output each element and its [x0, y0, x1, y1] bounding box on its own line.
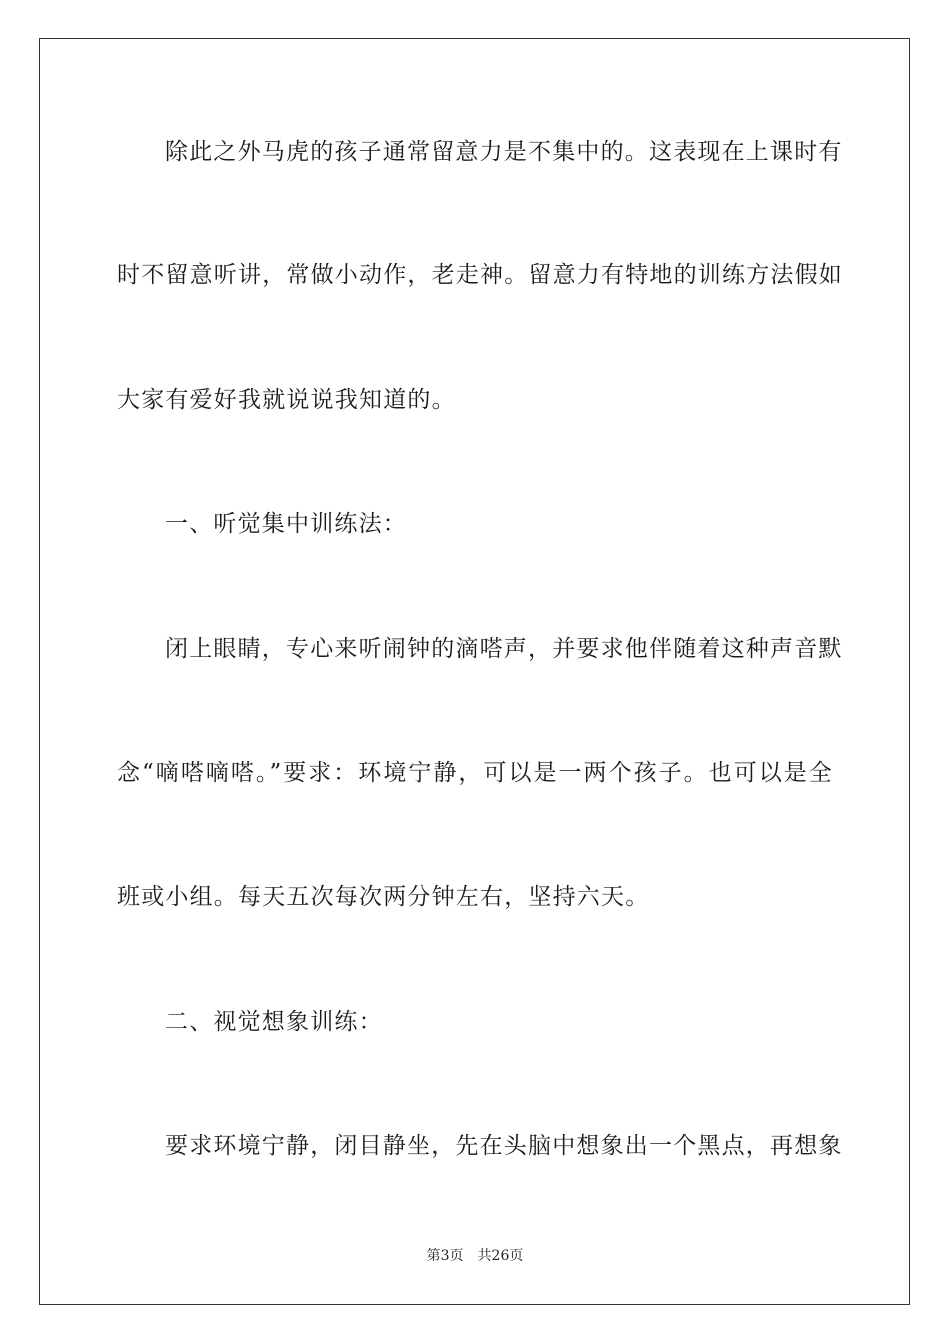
paragraph-line: 班或小组。每天五次每次两分钟左右，坚持六天。	[117, 884, 650, 910]
page-number: 第3页	[426, 1248, 464, 1264]
paragraph-line: 要求环境宁静，闭目静坐，先在头脑中想象出一个黑点，再想象	[165, 1133, 843, 1159]
page-border	[39, 38, 910, 1305]
page-footer	[0, 1246, 950, 1266]
total-pages: 共26页	[477, 1248, 524, 1264]
paragraph-line: 大家有爱好我就说说我知道的。	[117, 387, 456, 413]
paragraph-line: 除此之外马虎的孩子通常留意力是不集中的。这表现在上课时有	[165, 139, 843, 165]
section-heading: 一、听觉集中训练法：	[165, 511, 407, 537]
paragraph-line: 念“嘀嗒嘀嗒。”要求：环境宁静，可以是一两个孩子。也可以是全	[117, 760, 833, 786]
paragraph-line: 时不留意听讲，常做小动作，老走神。留意力有特地的训练方法假如	[117, 262, 843, 288]
paragraph-line: 闭上眼睛，专心来听闹钟的滴嗒声，并要求他伴随着这种声音默	[165, 636, 843, 662]
section-heading: 二、视觉想象训练：	[165, 1009, 383, 1035]
